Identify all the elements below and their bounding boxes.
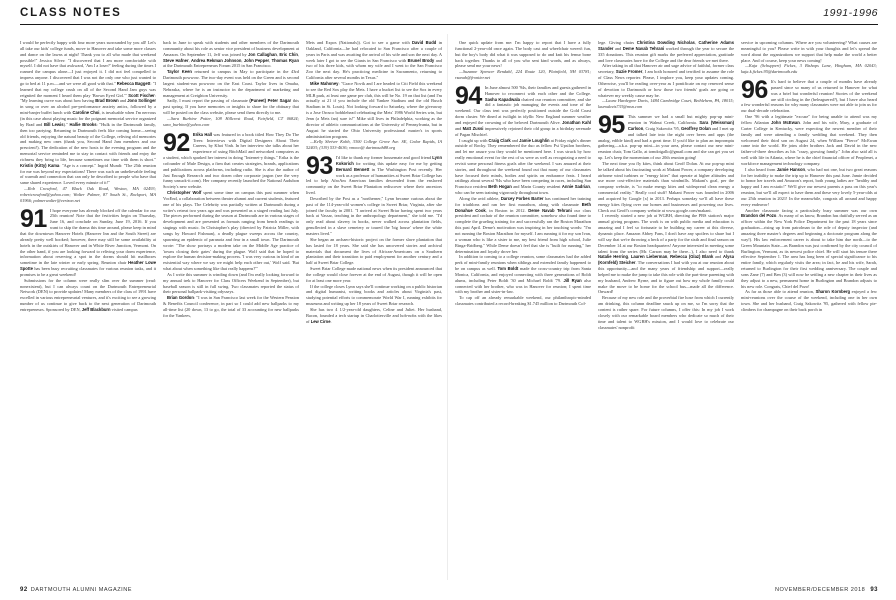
issue-date: NOVEMBER/DECEMBER 2018 <box>774 587 866 593</box>
magazine-title: DARTMOUTH ALUMNI MAGAZINE <box>30 587 132 593</box>
class-year-entry: 92 Erika Hall was featured in a book titled How They Do The Trees: Interviews with Digital Designers About Their Careers, by Khoi Vinh. In her interview she talks about her experience of using BitchMail and networked computers as a student, which sparked her interest in doing "Internet-y things." Erika is the cofounder of Mule Design, a firm that creates strategies, brands, applications and publications across platforms, including radio. She is also the author of Just Enough Research and two dozen other corporate jargon (see the very funny unsuck-it.com). Her company recently launched the National Audubon Society's new website. <box>163 128 299 190</box>
paragraph: I caught up with Craig Clark and Jamie Loughlin at Friday night's dinner outside of Rocky. They remembered the duo as fellow Psi Upsilon brothers, and let me assure you they would be mentioned here. I was struck by how really emotional event for the rest of us were as well as recognizing a need to revisit some personal fitness goals after the weekend. I was amazed at their stories, and throughout the weekend found out that many of our classmates have focused their minds, bodies and spirits on endurance feats. I heard rattlings about several '94s who have been competing in races, including San Francisco resident Beth Hogan and Marin County resident Annie Sadrian, who can be seen training vigorously throughout town. <box>455 137 591 196</box>
class-year-entry: 91 I hope everyone has already blocked off the calendar for our 25th reunion! Note that the festivities begin on Thursday, June 16, and conclude on Sunday, June 19, 2016. If you want to skip the drama this time around, please keep in mind that the downtown Hanover Hotels (Hanover Inn and the South Street) are already pretty well booked; however, there may still be some availability at hotels in the outskirts of Hanover and in White River Junction, Vermont. On the other hand, if you are looking forward to reliving your dorm experience, information about reserving a spot in the dorms should hit mailboxes sometime in the late winter or early spring. Reunion chair Heather Lowe Spotte has been busy recruiting classmates for various reunion tasks, and it promises to be a great weekend! <box>20 204 156 277</box>
footer-right <box>775 587 878 593</box>
paragraph: She began an archaeo-historic project on the former slave plantation that has lasted for 18 years. She said she has uncovered stories and archival materials that document the lives of African-Americans on a Southern plantation and their transition to paid employment for another century and a half at Sweet Briar College. <box>306 236 442 266</box>
class-secretary-signature: —Rob Crawford, 47 Black Oak Road, Weston, MA 02493; robertcrawford@yahoo.com; Walter Palmer, 87 South St., Rockport, MA 01966; palmerwalter@verizon.net <box>20 186 156 203</box>
paragraph: Christopher Wolf spent some time on campus this past summer when VocEnd, a collaboration between theater alumni and current students, featured one of his plays. The Celebrity was partially written at Dartmouth during a writer's retreat two years ago and was presented as a staged reading last July. The pieces performed during the season at Dartmouth are in various stages of development and are presented as formats ranging from bench readings to stagings with music. In Christopher's play (directed by Patricia Miller, with songs by Howard Fishman), a deadly plague sweeps across the country, spawning an epidemic of paranoia and fear in a small town. The Dartmouth wrote: "The show portrays a modern take on the Middle Age practice of 'towns closing their gates' during the plague. Wolf said that he hoped to explore the human decision-making process. 'I was very curious in kind of an existential way where we say we might help each other out,' Wolf said. 'But what about when something like that really happens?'" <box>163 190 299 272</box>
class-secretary-signature: —Laura Hardegree Davis, 1484 Cambridge Court, Bethlehem, PA, 18015; laurodavis733@msn.com <box>598 98 734 110</box>
footer-left <box>20 587 132 593</box>
class-secretary-signature: —Suzanne Spencer Rendahl, 224 Route 120, Plainfield, NH 03781; rzanah@frontier.net <box>455 69 591 81</box>
paragraph: The next time you fly kites, think about Geoff Dolan. At our pop-up mini he talked about his fascinating work at Makani Power, a company developing airborne wind turbines or "energy kites" that operate at higher altitudes and use more cost-effective materials than windmills. Makani's goal, per the company website, is "to make energy kites and widespread clean energy a commercial reality." Really cool stuff! Makani Power was founded in 2006 and acquired by Google [x] in 2013. Perhaps someday we'll all have these energy kites flying over our homes and businesses and powering our lives. Check out Geoff's company website at www.google.com/makani. <box>598 160 734 213</box>
column-1 <box>20 40 156 570</box>
class-year-94: 94 <box>455 81 482 110</box>
paragraph: One '96 with a legitimate "excuse" for being unable to attend was my fellow Atlantan John McEwan. John and his wife, Mary, a graduate of Carter College in Kentucky, were expecting the newest member of their family and were attending a family wedding that weekend. They then welcomed their third son on August 24, when William "Fierce" McEwan came into the world. He joins older brothers Jack and David in the new father-of-three describes as his "crazy, growing family." John also said all is well with life in Atlanta, where he is the chief financial officer of Peoplenet, a workforce management technology company. <box>741 114 877 166</box>
class-year-93: 93 <box>306 152 333 181</box>
page-number-left: 92 <box>20 587 28 593</box>
paragraph: As I write this summer is winding down (and I'm really looking forward to my annual trek to Hanover for Class Officers Weekend in September), but baseball season is still in full swing. Two classmates reported the status of their personal ballpark-visiting odysseys. <box>163 271 299 295</box>
paragraph: Submissions for the column were really slim over the summer (read: nonexistent), but I can always count on the Dartmouth Entrepreneurial Network (DEN) to provide updates! Many members of the class of 1991 have excelled in various entrepreneurial ventures, and it's exciting to see a growing number of us continue to give back to the next generation of Dartmouth entrepreneurs. Sponsored by DEN, Jeff Blackburn visited campus <box>20 277 156 312</box>
paragraph: Sweet Briar College made national news when its president announced that the college would close forever at the end of August, though it will be open for at least one more year. <box>306 266 442 283</box>
class-secretary-signature: —Sara Burbine Potter, 108 Hillcrest Road, Fairfield, CT 06824; sara_burbine@yahoo.com <box>163 115 299 127</box>
class-year-92: 92 <box>163 128 190 157</box>
column-4 <box>455 40 591 570</box>
paragraph: After taking in all that Hanover air and sage advice of faithful, former class secretary, Suzie Fromer, I am both honored and terrified to assume the role of Class News reporter. Please, I implore you, keep your updates coming. Otherwise, you'll be reading over-year as I pontificate on my renewed sense of devotion to Dartmouth or how those two friends' goals are going or whatever my weekly cause may be. <box>598 63 734 98</box>
page-gutter <box>447 34 448 580</box>
paragraph: Because of my new role and the proverbial fire hose from which I currently am drinking, this column deadline snuck up on me, so I'm sorry that the content is rather spare. For future columns, I offer this: In my job I work closely with our remarkable board members who dedicate so much of their time and talent to WGBH's mission, and I would love to celebrate our classmates' nonprofit <box>598 295 734 330</box>
class-year-entry: 95 This summer we had a small but mighty pop-up mini-reunion in Walnut Creek, California. Sara (Weissman) Carlson, Craig Sakowitz '95, Geoffrey Dolan and I met up and talked late into the night over beers and apps (the analog, edible kind) and had a great time. If you'd like to plan an impromptu gathering—a.k.a. pop-up mini—in your area, please contact our new mini-reunion chair, Tom Gallo, at tomdotgallo@gmail.com and she can get you set up. Let's keep the momentum of our 20th reunion going! <box>598 111 734 161</box>
column-6 <box>741 40 877 570</box>
column-5 <box>598 40 734 570</box>
paragraph: Described by the Post as a "northerner," Lynn became curious about the past of the 114-year-old women's college in Sweet Briar, Virginia, after she joined the faculty in 2001. "I arrived at Sweet Briar having spent two years back at Vassar, teaching in the anthropology department," she told me. "I'd only read about slavery in books, never walked across plantation fields, genuflected in a slave cemetery or toured the 'big house' where the white masters lived." <box>306 195 442 236</box>
paragraph: Brian Gordon: "I was in San Francisco last week for the Western Pension & Benefits Council conference, in part so I could add new ballparks to my all-time list (20 down, 13 to go, the total of 33 accounting for new ballparks for the Yankees, <box>163 295 299 318</box>
paragraph: back in June to speak with students and other members of the Dartmouth community about his role as senior vice president of business development at Amazon. On September 11, Jeff was joined by Jon Callaghan, Eric Chin, Steve Hafner, Andrea Rekman Johnson, John Pepper, Thomas Ryan at the Dartmouth Entrepreneurs Forum 2015 in San Francisco. <box>163 40 299 69</box>
class-years: 1991-1996 <box>823 7 878 19</box>
paragraph: I would be perfectly happy with four more years surrounded by you all! Let's all take our kids' college funds, move to Hanover and take some more classes and dance on the lawns at night! Thank you to all who made that weekend possible!" Jessica Silver: "I discovered that I am more comfortable with myself. I did not have that awkward, 'Am I a loser?' feeling during the times I roamed the campus alone—I just enjoyed it. I did not feel compelled to impress anyone. I discovered that I was not the only one who just wanted to go to bed at 11 p.m.—and we were all good with that." Rebecca Baggett: "I learned that my college crush on all of the Second Hand Jam guys was reignited the moment I heard them play 'Brown Eyed Girl.'" Scott Fischer: "My learning curve was about how having Brad Brown and Jono Sollinger in song or over an alcohol pre-performance anxiety antics, followed by a mini-banjer buffet lunch with Caroline Choi, is invaluable when I'm nervous (in this case about playing music for the poignant memorial service organized by Brad and Bill Lewis)." Hallie Brooks: "Hulk in the Dartmouth family, then too partying. Returning to Dartmouth feels like coming home—seeing old friends, enjoying the natural beauty of the College, reliving old memories and making new ones (thank you, Second Hand Jam members and our prescient!). The dedication of the new hosts to the evening program and the memorial service reminded me to stay in contact with friends and enjoy the richness they bring to life, because sometimes our time with them is short." Kristin (Kitty) Kama: "Age is a concept." Ingrid Mundt: "The 25th reunion for me was beyond my expectations! There was such an unbelievable feeling of warmth and connection that can only be described to people who have that same shared experience. Loved every minute of it!" <box>20 40 156 186</box>
paragraph: To cap off an already remarkable weekend, our philanthropic-minded classmates contributed a record-breaking $1.745 million to Dartmouth Col- <box>455 295 591 307</box>
page-number-right: 93 <box>870 587 878 593</box>
class-year-entry: 94 In June almost 500 '94s, their families and guests gathered in Hanover to reconnect with each other and the College. Sasha Kapadwala chaired our reunion committee, and she did a fantastic job managing the events and tone of the weekend. Our class tent was perfectly positioned outside the Gold Coast dorm cluster. We dined at twilight in idyllic New England summer weather and enjoyed the crowning of the beloved Dartmouth Alive. Jonathan Kahl and Matt Zussi impressively rejoined their old group in a birthday serenade of Pagan Mischief. <box>455 81 591 137</box>
paragraph: Mike Mahoney: "Grace Novik and I are headed to Citi Field this weekend to see the Red Sox play the Mets. I have a bucket list to see the Sox in every MLB park, at least one game per club, this will be No. 19 on that list (and I'm actually at 21 if you include the old Yankee Stadium and the old Busch Stadium in St. Louis). Not looking forward to Saturday, where the giveaway is a Jose Orosco bobblehead celebrating the Mets' 1986 World Series win, but Jenn (a Mets fan) sure is!" Mike still lives in Philadelphia, working as the director of athletic communications at the University of Pennsylvania, but in August he started the Ohio University professional master's in sports administration program. <box>306 80 442 139</box>
paragraph: Taylor Keen returned to campus in May to participate in the 43rd Dartmouth powwow. The two-day event was held on the Green and is second largest student-run powwow on the East Coast. Taylor lives in Omaha, Nebraska, where he is an instructor in the department of marketing and management at Creighton University. <box>163 69 299 98</box>
paragraph: I also heard from Jamie Hanson, who had not one, but two great reasons for her inability to make the trip up to Hanover this past June. Jamie decided to honor her travels and Amazon's report, both young ladies are "healthy and happy and I am ecstatic!" We'll give our newest parents a pass on this year's reunion, but we'll all expect to have them and these very lovely 5-year-olds at our 25th reunion in 2021! In the meanwhile, congrats all around and happy every endeavor! <box>741 166 877 207</box>
class-year-95: 95 <box>598 111 625 140</box>
paragraph: I recently started a new job at WGBH, directing the PBS station's major annual giving program. The work is on with public media and education is amazing and I feel so fortunate to be building my career at this diverse, dynamic place. Amazon Abbey Fans, I don't have any spoilers to share but I will say that we're throwing a heck of a party for the sixth and final season on December 14 at our Boston headquarters! Anyone interested in meeting some talent from the series (Mr. Carson may be there...), I also need to thank Natalie Herring, Lauren Lieberman, Rebecca (Glaz) Blank and Alysa (Kornfeld) Steicher. The conversations I had with you at our reunion about this opportunity—and the many years of friendship and support—really helped me to make the jump to take this role with the part-time parenting with my husband, Andrew Byrne, and to figure out how my whole family could make the move to be home for the school bus—made all the difference. Onward! <box>598 213 734 295</box>
class-year-96: 96 <box>741 76 768 105</box>
header-rule <box>20 24 878 25</box>
class-year-entry: 96 It's hard to believe that a couple of months have already passed since so many of us returned to Hanover for what was a brief but wonderful reunion! Stories of the weekend are still circling in the (beleaguered?), but I have also heard a few wonderful reasons for why many classmates were not able to join us for our dual-decade celebration. <box>741 76 877 114</box>
column-3 <box>306 40 442 570</box>
paragraph: Sadly, I must report the passing of classmate (Puneet) Peter Sagar this past spring. If you have memories or insights to share for the obituary that will be posted on the class website, please send them directly to me. <box>163 98 299 116</box>
paragraph: Another classmate facing a particularly busy summer was our own Brandon del Pozo. As many of us know, Brandon has dutifully served as an officer within the New York Police Department for the past 18 years since graduation—rising up from patrolman to the role of deputy inspector (and amazing three master's degrees and beginning a doctorate program along the way!). His law enforcement career is about to take him due north—to the Green Mountain State—as Brandon was just confirmed by the city council of Burlington, Vermont, as its newest police chief. He will start his tenure there effective September 1. The area has long been of special significance to his entire family, which regularly visits the area; in fact, he and his wife, Sarah, returned to Burlington for their first wedding anniversary. The couple and sons Zane (7) and Ben (3) will now be settling a new chapter in their lives as they adjust to a new, permanent home in Burlington and Brandon adjusts to his new role. Congrats, Chief del Pozo! <box>741 207 877 289</box>
paragraph: One quick update from me: I'm happy to report that I have a fully functional 2-year-old once again. The body cast and wheelchair weren't fun, but the boy's body did what it was supposed to do and knit his femur bone back together. Thanks to all of you who sent kind words, and as always, please send me your news! <box>455 40 591 69</box>
paragraph: She has two 4 1/2-year-old daughters, Celine and Juliet. Her husband, Bacon, founded a tech startup in Charlottesville and hob-nobs with the likes of Lew Cirne. <box>306 306 442 324</box>
class-year-entry: 93 I'd like to thank my former housemate and good friend Lynn Kokorich for writing this update easy for me by getting Bernard Bennett in The Washington Post recently. Her work as a professor of humanities at Sweet Briar College has led to help AfroAm American families descended from the enslaved community on the Sweet Briar Plantation rediscover where their ancestors lived. <box>306 152 442 196</box>
paragraph: service in upcoming columns. Where are you volunteering? What causes are meaningful to you? Please write in with your thoughts and let's spread the word about the organizations we support that help make the world a better place. And of course, keep your news coming! <box>741 40 877 63</box>
paragraph: In addition to coming to a college reunion, some classmates had the added perk of mini-family reunions when siblings and extended family happened to be on campus as well. Tom Boldt made the cross-country trip from Santa Monica, California, and enjoyed connecting with three generations of Boldt alums, including Peter Boldt '30 and Michael Boldt '79. Jill Ryan also connected with her brother, who was in Hanover for reunion; I spent time with my brother and sister-in-law. <box>455 254 591 295</box>
class-secretary-signature: —Kelly Shriver Kobb, 3300 College Grove Ave. SE, Cedar Rapids, IA 52403; (319) 533-4636; vmooo@ dartmouth88.org <box>306 139 442 151</box>
column-2 <box>163 40 299 570</box>
class-year-91: 91 <box>20 204 47 233</box>
section-title: CLASS NOTES <box>20 7 122 19</box>
paragraph: If the college closes Lynn says she'll continue working on a public historian and digital humanist, writing books and articles about Virginia's past, studying potential efforts to commemorate World War I, running exhibits for museums and writing up her 18 years of Sweet Briar research. <box>306 283 442 307</box>
paragraph: Along the avid athlete, Darcey Forbes Barter has continued her training for triathlons and ran her first marathon, along with classmate Beth Donahue Cook, in Boston in 2012. Deme Navab Tehrani our class president and cochair of the reunion committee, somehow also found time to complete the grueling training for and successfully ran the Boston Marathon this past April. Deme's motivation was inspiring in her touching words: "I'm not running the Boston Marathon for myself. I am running it for my son Ivan, a woman who is like a sister to me, my best friend from high school, Julie Ringa-Bridberg." While Deme doesn't feel that she is "built for running," her determination and loyalty drove her. <box>455 195 591 254</box>
class-secretary-signature: —Kaja (Schuppert) Fickes, 3 Bishops Lane, Hingham, MA 02043; kaja.k.fickes.95@dartmouth.edu <box>741 63 877 75</box>
paragraph: Mets and Expos (Nationals)). Got to see a game with David Budd in Oakland, California—he had relocated to San Francisco after a couple of years in Paris and was awaiting the arrival of his wife and son the next day. A week later I got to see the Giants in San Francisco with Brunel Brody and two of his three kids, with whom my wife and I went to the San Francisco Zoo the next day. He's practicing medicine in Sacramento, returning to California after several months in Texas." <box>306 40 442 81</box>
paragraph: As far as those able to attend reunion, Sharon Kornberg enjoyed a few mini-reunions over the course of the weekend, including one in her own town. She and her husband, Craig Sakowitz '95, gathered with fellow pie-climbers for champagne on their back porch in <box>741 289 877 312</box>
paragraph: lege. Giving chairs Christina Dowding Nicholas, Catherine Adams Stander and Deme Navab Tehrani worked through the year to secure the 335 donations. This reunion gift marks the preferred appreciation, gratitude and love classmates have for the College and the dear friends we met there. <box>598 40 734 63</box>
